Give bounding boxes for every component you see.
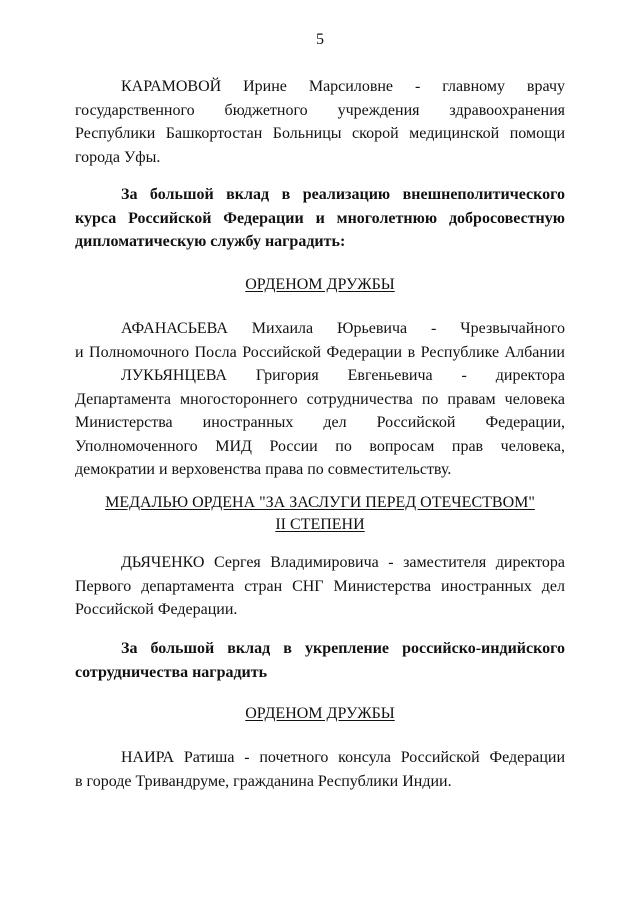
entry-line: Республики Башкортостан Больницы скорой медицинской помощи: [75, 125, 565, 142]
award-heading-order-of-friendship: [0, 273, 640, 297]
reason-line: сотрудничества наградить: [75, 663, 268, 681]
entry-line: АФАНАСЬЕВА Михаила Юрьевича - Чрезвычайного: [121, 320, 565, 337]
entry-line: Департамента многостороннего сотрудничества по правам человека: [75, 390, 565, 408]
award-entry-afanasyev: [75, 317, 565, 364]
entry-line: города Уфы.: [75, 148, 161, 166]
award-heading-medal-degree: [0, 513, 640, 537]
reason-line: дипломатическую службу наградить:: [75, 233, 346, 250]
award-heading-text: МЕДАЛЬЮ ОРДЕНА "ЗА ЗАСЛУГИ ПЕРЕД ОТЕЧЕСТВОМ": [105, 494, 535, 511]
entry-line: КАРАМОВОЙ Ирине Марсиловне - главному врачу: [121, 78, 565, 95]
award-reason-paragraph: [75, 183, 565, 254]
award-heading-text: ОРДЕНОМ ДРУЖБЫ: [245, 705, 395, 722]
award-entry-lukyantsev: [75, 364, 565, 482]
page-number: 5: [316, 31, 324, 48]
entry-line: демократии и верховенства права по совместительству.: [75, 461, 452, 478]
award-entry-naira: [75, 746, 565, 793]
award-heading-text: ОРДЕНОМ ДРУЖБЫ: [245, 276, 395, 293]
reason-line: За большой вклад в реализацию внешнеполитического: [121, 186, 565, 203]
reason-line: За большой вклад в укрепление российско-индийского: [121, 640, 565, 657]
entry-line: Первого департамента стран СНГ Министерства иностранных дел: [75, 577, 565, 595]
award-entry-karamova: [75, 75, 565, 169]
award-heading-medal: [0, 491, 640, 515]
entry-line: НАИРА Ратиша - почетного консула Российской Федерации: [121, 749, 565, 766]
entry-line: Уполномоченного МИД России по вопросам прав человека,: [75, 437, 565, 455]
entry-line: и Полномочного Посла Российской Федерации в Республике Албании: [75, 343, 565, 361]
entry-line: ЛУКЬЯНЦЕВА Григория Евгеньевича - директора: [121, 367, 565, 384]
award-reason-paragraph: [75, 637, 565, 684]
reason-line: курса Российской Федерации и многолетнюю добросовестную: [75, 209, 565, 227]
award-entry-dyachenko: [75, 551, 565, 622]
entry-line: ДЬЯЧЕНКО Сергея Владимировича - заместителя директора: [121, 554, 565, 571]
award-heading-text: II СТЕПЕНИ: [275, 516, 365, 533]
entry-line: государственного бюджетного учреждения здравоохранения: [75, 101, 565, 119]
entry-line: Российской Федерации.: [75, 601, 238, 618]
entry-line: в городе Тривандруме, гражданина Республики Индии.: [75, 772, 452, 790]
award-heading-order-of-friendship: [0, 702, 640, 726]
entry-line: Министерства иностранных дел Российской Федерации,: [75, 414, 565, 431]
